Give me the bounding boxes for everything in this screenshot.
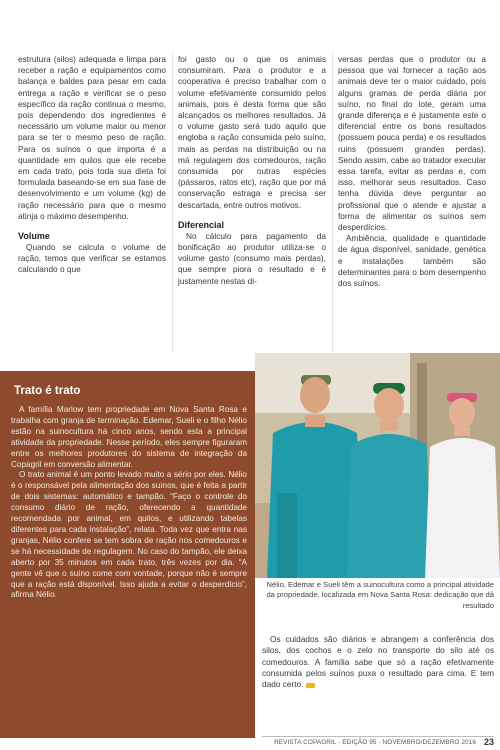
article-column-3 [338, 54, 486, 289]
article-column-2 [178, 54, 326, 287]
footer-rule [262, 736, 494, 737]
column-1-paragraph-2: Quando se calcula o volume de ração, temos que verificar se estamos calculando o que [18, 242, 166, 275]
section-heading-volume: Volume [18, 231, 50, 242]
column-2-paragraph-2: No cálculo para pagamento da bonificação ao produtor utiliza-se o volume gasto (consumo mais perdas), que sempre piora o resultado e é justamente nestas di- [178, 230, 326, 286]
column-3-paragraph-1: versas perdas que o produtor ou a pessoa que vai fornecer a ração aos animais deve ter o maior cuidado, pois alguns gramas de perda diária por suíno, no final do lote, geram uma grande diferença e é justamente este o diferencial entre os bons resultados (possuem pouca perda) e os resultados ruins (possuem grandes perdas). Sendo assim, cabe ao tratador executar essa tarefa, evitar as perdas e, com isso, melhorar seus resultados. Caso tenha dúvida deve perguntar ao profissional que o atende e ajustar a forma de alimentar os suínos sem desperdícios. [338, 54, 486, 233]
column-divider [332, 52, 333, 352]
sidebar-box-paragraph-1: A família Marlow tem propriedade em Nova Santa Rosa e trabalha com granja de terminação. Edemar, Sueli e o filho Nélio estão na suinocultura há cinco anos, sendo esta a principal atividade da propriedade. Nesse período, eles sempre figuraram entre os melhores produtores do sistema de integração da Copagril em conversão alimentar. [11, 405, 247, 469]
column-1-paragraph-1: estrutura (silos) adequada e limpa para receber a ração e equipamentos como balança e baldes para pesar em cada entrega a ração e verificar se o peso específico da ração continua o mesmo, pois dependendo dos ingredientes é necessário um volume maior ou menor para se ter o mesmo peso de ração. Para os suínos o que importa é a quantidade em quilos que ele recebe em cada trato, pois toda sua dieta foi formulada baseando-se em sua fase de desenvolvimento e um volume (kg) de ração necessário para que o mesmo atinja o máximo desempenho. [18, 54, 166, 221]
page-number: 23 [483, 737, 494, 747]
sidebar-continuation [262, 634, 494, 690]
sidebar-continuation-text: Os cuidados são diários e abrangem a conferência dos silos, dos cochos e o zelo no transporte do silo até os comedouros. A família sabe que só a ração efetivamente consumida pelos suínos puxa o resultado para cima. E tem dado certo. [262, 634, 494, 690]
page-footer [262, 736, 494, 750]
photo-caption: Nélio, Edemar e Sueli têm a suinocultura como a principal atividade da propriedade, localizada em Nova Santa Rosa: dedicação que dá resultado [266, 580, 494, 610]
family-photo [255, 353, 500, 578]
footer-publication: REVISTA COPAGRIL - EDIÇÃO 95 - NOVEMBRO/DEZEMBRO 2016 [274, 739, 476, 746]
sidebar-box-trato [0, 371, 255, 738]
column-divider [172, 52, 173, 352]
sidebar-box-text [11, 405, 247, 601]
family-photo-illustration [255, 353, 500, 578]
column-2-paragraph-1: foi gasto ou o que os animais consumiram. Para o produtor e a cooperativa é preciso trabalhar com o volume efetivamente consumido pelos animais, pois é desta forma que são alcançados os melhores resultados. Já o volume gasto será tudo aquilo que engloba a ração consumida pelo suíno, mais as perdas na distribuição ou na má regulagem dos comedouros, ração consumida por outras espécies (pássaros, ratos etc), ração que por má conservação estraga e precisa ser descartada, entre outros motivos. [178, 54, 326, 210]
end-of-article-icon [306, 683, 315, 688]
column-3-paragraph-2: Ambiência, qualidade e quantidade de água disponível, sanidade, genética e instalações também são determinantes para o bom desempenho dos suínos. [338, 233, 486, 289]
section-heading-diferencial: Diferencial [178, 219, 225, 230]
sidebar-box-paragraph-2: O trato animal é um ponto levado muito a sério por eles. Nélio é o responsável pela alimentação dos suínos, que é feita a partir de dois sistemas: automático e tampão. “Faço o controle do consumo diário de ração, oferecendo a quantidade recomendada por animal, em quilos, e utilizando tabelas diferentes para cada instalação”, relata. Toda vez que entra nas granjas, Nélio confere se tem sobra de ração nos comedouros e se há necessidade de regulagem. No caso do tampão, ele deixa aberto por 35 minutos em cada trato, três vezes por dia. “A gente vê que o suíno come com vontade, porque não é sempre que a ração está disponível. Isso ajuda a evitar o desperdício”, afirma Nélio. [11, 470, 247, 600]
article-column-1 [18, 54, 166, 276]
sidebar-box-title: Trato é trato [14, 385, 81, 397]
